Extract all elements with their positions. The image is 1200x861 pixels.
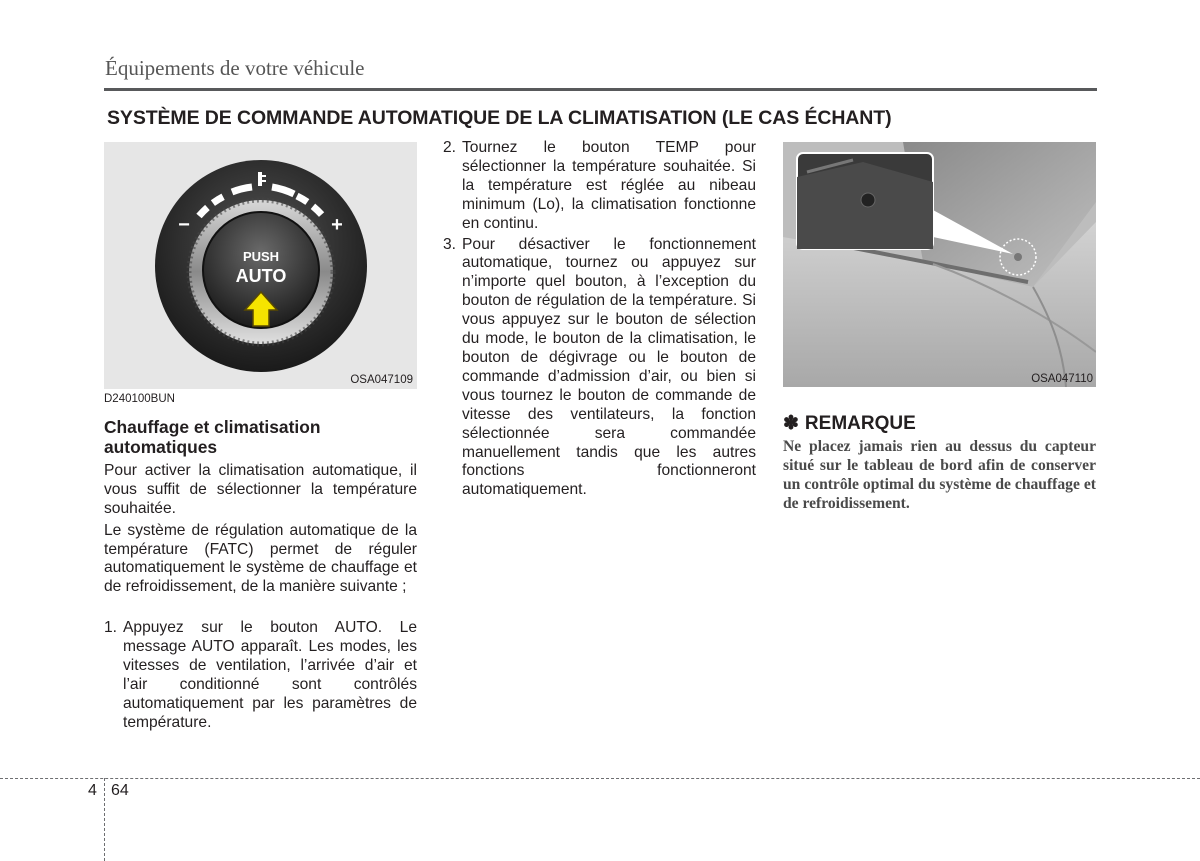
figure-code: OSA047110 (1031, 373, 1093, 385)
step-list (104, 619, 417, 732)
footer-divider (104, 778, 105, 861)
middle-column (443, 139, 756, 502)
note-title: REMARQUE (804, 413, 916, 434)
note-star-icon: ✽ (783, 413, 799, 434)
step-item (104, 619, 417, 732)
plus-label: + (331, 214, 343, 236)
chapter-number: 4 (88, 782, 97, 799)
figure-sensor (783, 142, 1096, 387)
header-rule (104, 88, 1097, 91)
step-number: 3. (443, 235, 457, 253)
paragraph: Le système de régulation automatique de la température (FATC) permet de réguler automatiquement le système de chauffage et de refroidissement, de la manière suivante ; (104, 521, 417, 596)
note-box (783, 412, 1096, 513)
step-text: Tournez le bouton TEMP pour sélectionner la température souhaitée. Si la température est réglée au nibeau minimum (Lo), la climatisation fonctionne en continu. (462, 139, 756, 232)
footer-rule (0, 778, 1200, 779)
minus-label: − (178, 214, 190, 236)
step-number: 2. (443, 139, 457, 156)
figure-code: OSA047109 (350, 374, 413, 386)
page-number: 64 (111, 782, 129, 799)
reference-code: D240100BUN (104, 393, 175, 405)
note-heading (783, 412, 1096, 436)
step-text: Pour désactiver le fonctionnement automatique, tournez ou appuyez sur n’importe quel bouton, à l’exception du bouton de régulation de la température. Si vous appuyez sur le bouton de sélection du mode, le bouton de la climatisation, le bouton de dégivrage ou le bouton de commande d’admission d’air, ou bien si vous tournez le bouton de commande de vitesse des ventilateurs, la fonction sélectionnée sera commandée manuellement tandis que les autres fonctions fonctionneront automatiquement. (462, 235, 756, 499)
running-head: Équipements de votre véhicule (105, 56, 365, 80)
step-text: Appuyez sur le bouton AUTO. Le message AUTO apparaît. Les modes, les vitesses de ventilation, l’arrivée d’air et l’air conditionné sont contrôlés automatiquement par les paramètres de température. (123, 619, 417, 731)
step-item (443, 139, 756, 234)
auto-label: AUTO (235, 266, 287, 286)
step-list (443, 139, 756, 500)
figure-auto-knob (104, 142, 417, 389)
auto-knob-illustration (104, 142, 417, 389)
step-item (443, 236, 756, 501)
subheading: Chauffage et climatisation automatiques (104, 416, 321, 457)
sensor-location-illustration (783, 142, 1096, 387)
paragraph: Pour activer la climatisation automatique, il vous suffit de sélectionner la température souhaitée. (104, 461, 417, 517)
push-label: PUSH (242, 249, 280, 264)
left-column (104, 390, 417, 735)
step-number: 1. (104, 619, 118, 637)
note-text: Ne placez jamais rien au dessus du capteur situé sur le tableau de bord afin de conserver un contrôle optimal du système de chauffage et de refroidissement. (783, 438, 1096, 512)
section-title: SYSTÈME DE COMMANDE AUTOMATIQUE DE LA CLIMATISATION (LE CAS ÉCHANT) (107, 107, 892, 129)
